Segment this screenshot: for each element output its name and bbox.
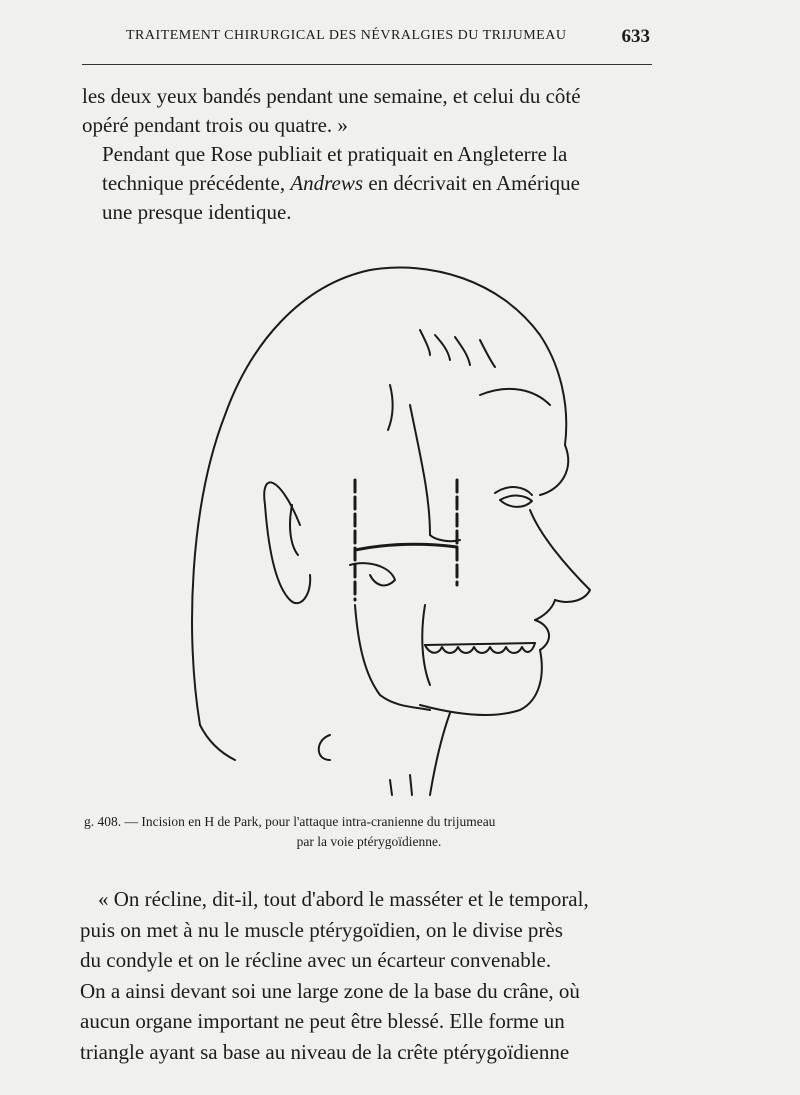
paragraph-1-line: opéré pendant trois ou quatre. »: [82, 113, 348, 137]
figure-caption: [84, 812, 654, 852]
paragraph-1-line: les deux yeux bandés pendant une semaine, et celui du côté: [82, 84, 581, 108]
paragraph-2-line: une presque identique.: [102, 200, 292, 224]
paragraph-1: [82, 82, 648, 140]
page-number: 633: [621, 26, 650, 47]
author-name-andrews: Andrews: [290, 171, 364, 195]
paragraph-3-line: « On récline, dit-il, tout d'abord le masséter et le temporal,: [98, 887, 589, 911]
caption-line-1: g. 408. — Incision en H de Park, pour l'attaque intra-cranienne du trijumeau: [84, 814, 496, 829]
paragraph-3-line: puis on met à nu le muscle ptérygoïdien, on le divise près: [80, 917, 563, 942]
paragraph-3-line: aucun organe important ne peut être blessé. Elle forme un: [80, 1009, 565, 1033]
running-head-title: TRAITEMENT CHIRURGICAL DES NÉVRALGIES DU TRIJUMEAU: [126, 28, 567, 43]
paragraph-2-line: technique précédente, Andrews en décrivait en Amérique: [102, 171, 580, 195]
caption-line-2: par la voie ptérygoïdienne.: [296, 834, 442, 849]
paragraph-3: [80, 884, 642, 1067]
paragraph-3-line: du condyle et on le récline avec un écarteur convenable.: [80, 948, 552, 972]
header-rule: [82, 64, 652, 65]
head-profile-illustration: [180, 255, 630, 800]
paragraph-2-line: Pendant que Rose publiait et pratiquait en Angleterre la: [102, 142, 568, 166]
paragraph-3-line: triangle ayant sa base au niveau de la crête ptérygoïdienne: [80, 1039, 570, 1064]
paragraph-3-line: On a ainsi devant soi une large zone de la base du crâne, où: [80, 978, 580, 1003]
running-head: [80, 22, 650, 62]
paragraph-2: [82, 140, 648, 227]
